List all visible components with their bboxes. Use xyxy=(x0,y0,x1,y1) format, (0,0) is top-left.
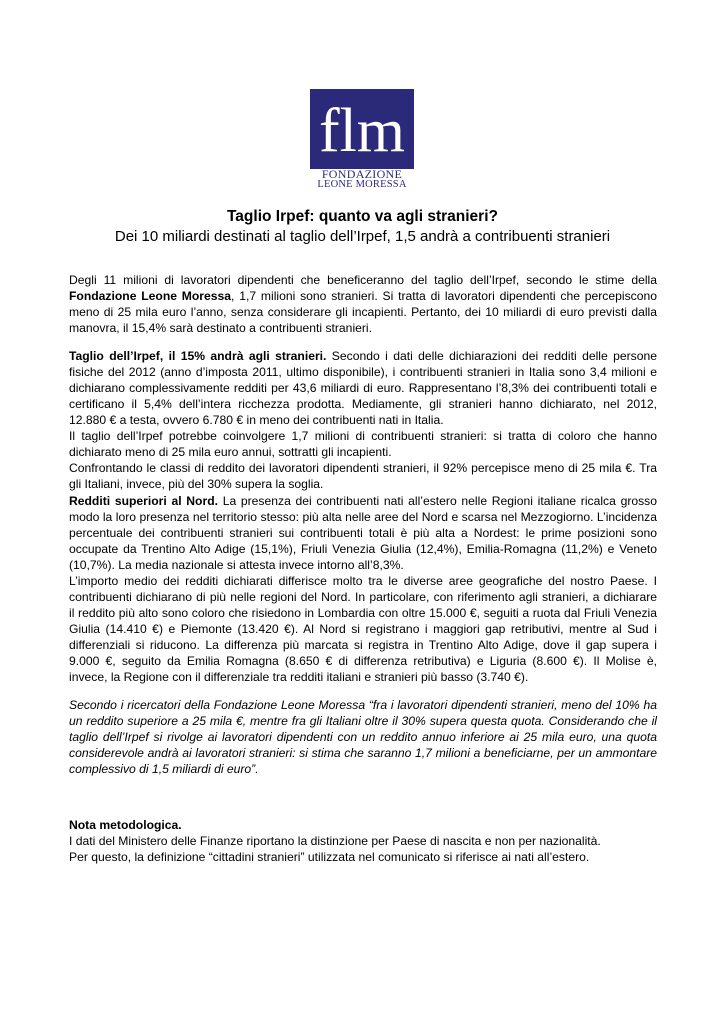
section-line: occupate da Trentino Alto Adige (15,1%), Friuli Venezia Giulia (12,4%), Emilia-Romagna (11,2%) e Veneto xyxy=(69,542,657,556)
quote-line: un reddito superiore a 25 mila €, mentre fra gli Italiani oltre il 30% supera questa quota. Considerando che il xyxy=(69,714,657,728)
section-line: il reddito più alto sono coloro che risiedono in Lombardia con oltre 15.000 €, seguiti a ruota dal Friuli Venezia xyxy=(69,606,657,620)
intro-line: manovra, il 15,4% sarà destinato a contribuenti stranieri. xyxy=(69,321,373,335)
quote-line: taglio dell’Irpef si rivolge ai lavoratori dipendenti con un reddito annuo inferiore ai 25 mila euro, una quota xyxy=(69,730,657,744)
nota-heading: Nota metodologica. xyxy=(69,818,182,832)
logo-line-1: FONDAZIONE xyxy=(321,167,403,181)
section-line: invece, la Regione con il differenziale tra redditi italiani e stranieri più basso (3.740 €). xyxy=(69,670,529,684)
section-heading-irpef: Taglio dell’Irpef, il 15% andrà agli stranieri. xyxy=(69,349,327,363)
logo-line-2: LEONE MORESSA xyxy=(317,179,407,190)
section-line xyxy=(69,348,657,364)
intro-line: meno di 25 mila euro l’anno, senza considerare gli incapienti. Pertanto, dei 10 miliardi di euro previsti dalla xyxy=(69,305,657,319)
section-line: L’importo medio dei redditi dichiarati differisce molto tra le diverse aree geografiche del nostro Paese. I xyxy=(69,574,657,588)
section-line: percentuale dei contribuenti stranieri sui contribuenti totali è più alta a Nordest: le prime posizioni sono xyxy=(69,526,657,540)
section-line: Confrontando le classi di reddito dei lavoratori dipendenti stranieri, il 92% percepisce meno di 25 mila €. Tra xyxy=(69,461,657,475)
section-nord-paragraph xyxy=(69,493,657,685)
section-line: Il taglio dell’Irpef potrebbe coinvolgere 1,7 milioni di contribuenti stranieri: si tratta di coloro che hanno xyxy=(69,429,657,443)
section-line: Giulia (14.410 €) e Piemonte (13.420 €). Al Nord si registrano i maggiori gap retributivi, mentre al Sud i xyxy=(69,622,657,636)
section-irpef-paragraph xyxy=(69,348,657,492)
section-line xyxy=(69,493,657,509)
section-line-rest: Secondo i dati delle dichiarazioni dei redditi delle persone xyxy=(326,349,657,363)
flm-logo-mark xyxy=(310,89,414,169)
section-line-rest: La presenza dei contribuenti nati all’estero nelle Regioni italiane ricalca grosso xyxy=(218,494,658,508)
fondazione-logo xyxy=(310,89,414,191)
intro-line-rest: , 1,7 milioni sono stranieri. Si tratta di lavoratori dipendenti che percepiscono xyxy=(231,289,657,303)
nota-line: I dati del Ministero delle Finanze riportano la distinzione per Paese di nascita e non per nazionalità. xyxy=(69,834,601,848)
section-line: contribuenti dichiarano di più nelle regioni del Nord. In particolare, con riferimento agli stranieri, a dichiarare xyxy=(69,590,657,604)
intro-paragraph xyxy=(69,272,657,336)
section-line: 9.000 €, seguito da Emilia Romagna (8.650 € di differenza retributiva) e Liguria (8.600 €). Il Molise è, xyxy=(69,654,657,668)
page-title: Taglio Irpef: quanto va agli stranieri? xyxy=(226,208,498,225)
quote-paragraph xyxy=(69,697,657,777)
logo-mark-text: flm xyxy=(318,97,406,165)
section-line: 12.880 € a testa, ovvero 6.780 € in meno dei contribuenti nati in Italia. xyxy=(69,413,444,427)
intro-line: Degli 11 milioni di lavoratori dipendenti che beneficeranno del taglio dell’Irpef, secondo le stime della xyxy=(69,273,657,287)
section-line: modo la loro presenza nel territorio stesso: più alta nelle aree del Nord e scarsa nel Mezzogiorno. L’incidenza xyxy=(69,510,657,524)
section-line: (10,7%). La media nazionale si attesta invece intorno all’8,3%. xyxy=(69,558,404,572)
section-heading-nord: Redditi superiori al Nord. xyxy=(69,494,218,508)
section-line: fisiche del 2012 (anno d’imposta 2011, ultimo disponibile), i contribuenti stranieri in Italia sono 3,4 milioni e xyxy=(69,365,657,379)
nota-paragraph xyxy=(69,817,657,865)
intro-bold-name: Fondazione Leone Moressa xyxy=(69,289,232,303)
quote-line: Secondo i ricercatori della Fondazione Leone Moressa “fra i lavoratori dipendenti stranieri, meno del 10% ha xyxy=(69,698,657,712)
section-line: differenziali si riducono. La differenza più marcata si registra in Trentino Alto Adige, dove il gap supera i xyxy=(69,638,657,652)
section-line: certificano il 5,4% dell’intera ricchezza prodotta. Mediamente, gli stranieri hanno dichiarato, nel 2012, xyxy=(69,397,657,411)
intro-line xyxy=(69,288,657,304)
section-line: gli Italiani, invece, più del 30% supera la soglia. xyxy=(69,477,324,491)
page-subtitle: Dei 10 miliardi destinati al taglio dell’Irpef, 1,5 andrà a contribuenti stranieri xyxy=(114,228,611,245)
section-line: dichiarano complessivamente redditi per 43,6 miliardi di euro. Rappresentano l’8,3% dei contribuenti totali e xyxy=(69,381,657,395)
quote-line: considerevole andrà ai lavoratori stranieri: si stima che saranno 1,7 milioni a beneficiarne, per un ammontare xyxy=(69,746,657,760)
section-line: dichiarato meno di 25 mila euro annui, sottratti gli incapienti. xyxy=(69,445,392,459)
quote-line: complessivo di 1,5 miliardi di euro”. xyxy=(69,762,259,776)
nota-line: Per questo, la definizione “cittadini stranieri” utilizzata nel comunicato si riferisce ai nati all’estero. xyxy=(69,850,590,864)
